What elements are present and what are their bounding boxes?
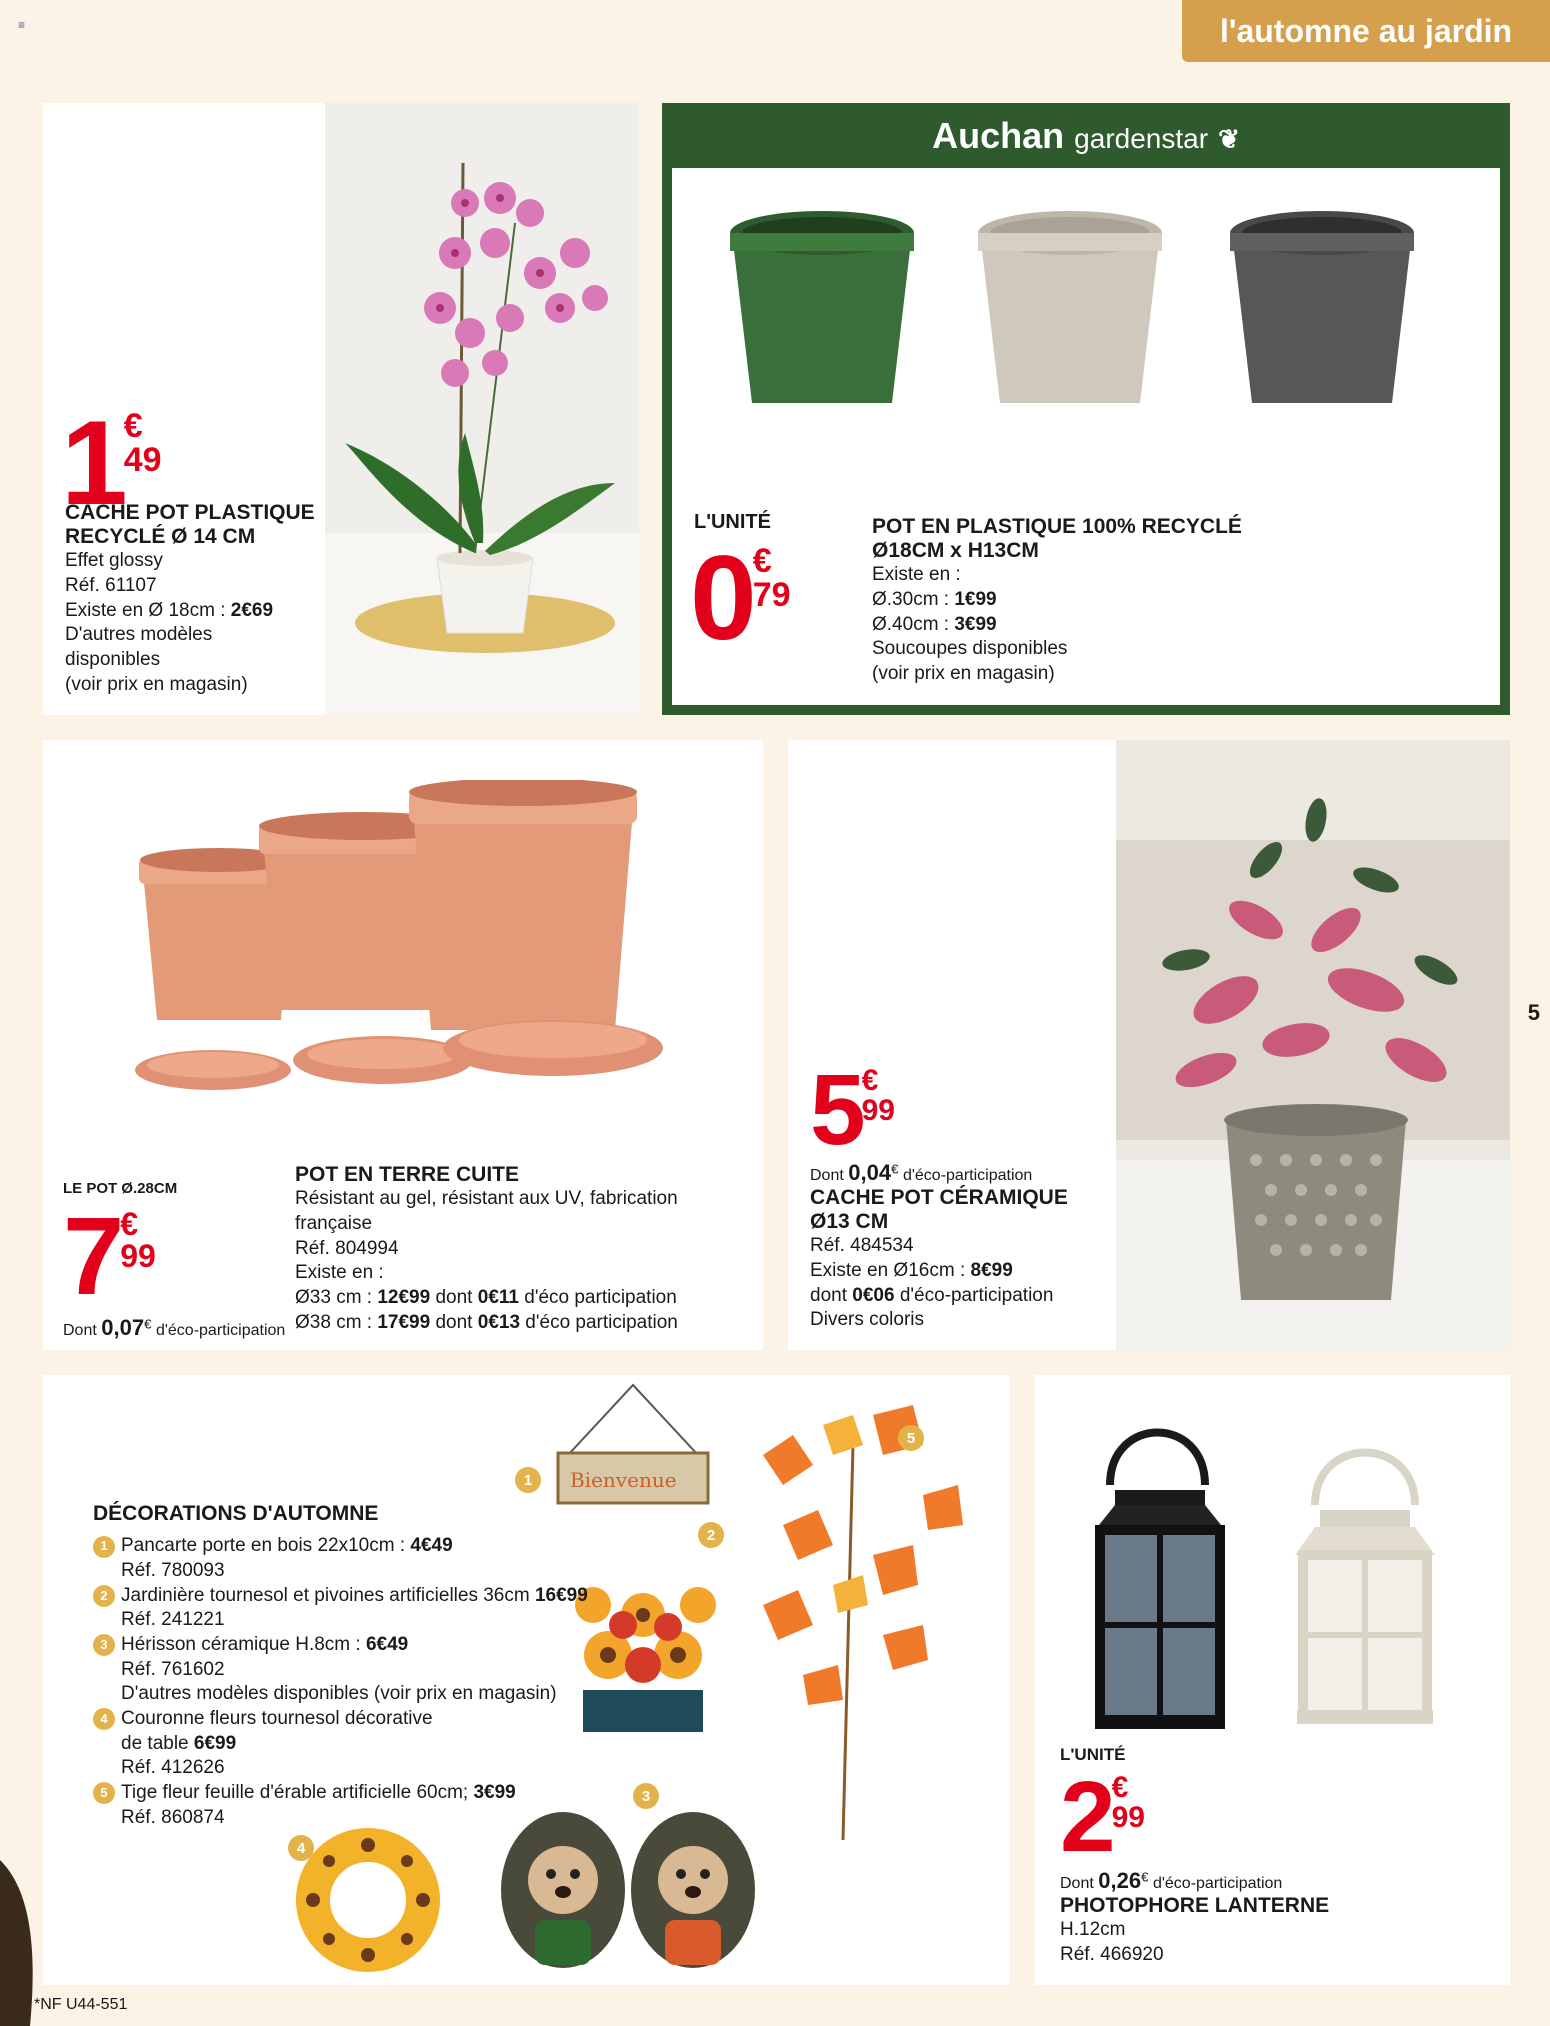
variant-price: 2€69 xyxy=(230,599,274,621)
welcome-sign-text: Bienvenue xyxy=(570,1468,677,1492)
variant-eco: 0€11 xyxy=(477,1286,519,1308)
eco-currency: € xyxy=(144,1316,152,1332)
price-integer: 7 xyxy=(63,1195,121,1318)
product-detail: Effet glossy xyxy=(65,550,163,572)
eco-value: 0,26 xyxy=(1098,1868,1142,1893)
brand-logo xyxy=(662,115,1510,157)
price-recycled-pot xyxy=(690,531,791,665)
product-ref: Réf. 484534 xyxy=(810,1235,914,1257)
item-badge-3: 3 xyxy=(633,1783,659,1809)
list-number: 1 xyxy=(93,1536,115,1558)
eco-participation xyxy=(810,1160,1110,1186)
unit-label: LE POT Ø.28CM xyxy=(63,1180,178,1197)
variant-label: Ø.40cm : xyxy=(872,613,955,635)
product-detail: Soucoupes disponibles xyxy=(872,638,1068,660)
item-price: 6€99 xyxy=(193,1732,237,1754)
eco-participation xyxy=(63,1315,285,1341)
item-text-line2 xyxy=(93,1732,653,1757)
variant-mid: dont xyxy=(430,1311,478,1333)
price-cents: 79 xyxy=(752,576,791,614)
ceramic-panel xyxy=(788,740,1510,1350)
list-number: 4 xyxy=(93,1708,115,1730)
price-lantern xyxy=(1060,1761,1145,1873)
product-detail: (voir prix en magasin) xyxy=(65,673,248,695)
section-banner: l'automne au jardin xyxy=(1182,0,1550,62)
variant-suffix: d'éco participation xyxy=(518,1286,677,1308)
unit-label: L'UNITÉ xyxy=(1060,1745,1126,1764)
brand-name: Auchan xyxy=(932,115,1065,156)
product-variant xyxy=(810,1284,1110,1309)
maple-stem-photo xyxy=(723,1385,973,1845)
welcome-sign-photo xyxy=(548,1375,728,1515)
menu-icon[interactable]: ≡ xyxy=(18,18,26,32)
item-badge-1: 1 xyxy=(515,1467,541,1493)
eco-currency: € xyxy=(891,1161,899,1177)
price-integer: 2 xyxy=(1060,1761,1112,1873)
product-detail: française xyxy=(295,1212,373,1234)
item-price: 6€49 xyxy=(365,1633,409,1655)
item-ref: Réf. 412626 xyxy=(121,1757,225,1779)
variant-suffix: d'éco participation xyxy=(520,1311,678,1333)
item-price: 4€49 xyxy=(410,1535,453,1557)
product-ref: Réf. 466920 xyxy=(1060,1943,1164,1965)
product-title: POT EN PLASTIQUE 100% RECYCLÉ xyxy=(872,515,1242,538)
product-title: CACHE POT CÉRAMIQUE xyxy=(810,1186,1068,1209)
leaf-icon: ❦ xyxy=(1218,124,1240,154)
price-cents: 49 xyxy=(123,441,162,479)
item-price: 16€99 xyxy=(534,1584,588,1606)
brand-panel xyxy=(662,103,1510,715)
item-extra: D'autres modèles disponibles (voir prix en magasin) xyxy=(121,1683,557,1705)
eco-prefix: Dont xyxy=(810,1167,849,1184)
list-number: 5 xyxy=(93,1782,115,1804)
terracotta-pots-photo xyxy=(133,780,693,1100)
item-text: Jardinière tournesol et pivoines artificielles 36cm xyxy=(121,1584,535,1606)
footnote: *NF U44-551 xyxy=(34,1996,128,2013)
eco-participation xyxy=(1060,1868,1490,1894)
product-detail: disponibles xyxy=(65,649,161,671)
product-ref: Réf. 61107 xyxy=(65,574,157,596)
product-detail: H.12cm xyxy=(1060,1919,1126,1941)
currency-symbol: € xyxy=(1111,1771,1129,1804)
item-text: Pancarte porte en bois 22x10cm : xyxy=(121,1535,411,1557)
variant-price: 17€99 xyxy=(377,1311,431,1333)
page-number: 5 xyxy=(1527,1000,1540,1025)
variant-label: Ø33 cm : xyxy=(295,1286,378,1308)
product-title: CACHE POT PLASTIQUE xyxy=(65,501,315,524)
product-variant xyxy=(810,1259,1110,1284)
variant-mid: dont xyxy=(430,1286,478,1308)
currency-symbol: € xyxy=(752,542,772,580)
variant-price: 8€99 xyxy=(970,1259,1013,1281)
item-ref: Réf. 761602 xyxy=(121,1658,225,1680)
list-item xyxy=(93,1584,653,1609)
currency-symbol: € xyxy=(123,407,143,445)
eco-currency: € xyxy=(1141,1869,1149,1885)
product-detail: Existe en : xyxy=(295,1262,384,1284)
eco-suffix: d'éco-participation xyxy=(1148,1875,1283,1892)
product-detail: D'autres modèles xyxy=(65,624,213,646)
list-number: 3 xyxy=(93,1634,115,1656)
list-item xyxy=(93,1707,653,1732)
product-title: PHOTOPHORE LANTERNE xyxy=(1060,1894,1330,1917)
item-price: 3€99 xyxy=(473,1782,516,1804)
decorations-panel xyxy=(43,1375,1010,1985)
variant-price: 3€99 xyxy=(954,613,997,635)
variant-suffix: d'éco-participation xyxy=(894,1284,1054,1306)
product-variant xyxy=(872,588,1472,613)
item-text: Couronne fleurs tournesol décorative xyxy=(121,1707,433,1729)
item-text: Hérisson céramique H.8cm : xyxy=(121,1633,366,1655)
lantern-panel xyxy=(1035,1375,1510,1985)
item-text: Tige fleur feuille d'érable artificielle 60cm; xyxy=(121,1782,474,1804)
product-variant xyxy=(295,1311,755,1336)
lanterns-photo xyxy=(1055,1395,1495,1735)
variant-label: Ø38 cm : xyxy=(295,1311,378,1333)
item-ref: Réf. 780093 xyxy=(121,1559,225,1581)
unit-label: L'UNITÉ xyxy=(694,511,771,533)
variant-label: dont xyxy=(810,1284,853,1306)
product-detail: Divers coloris xyxy=(810,1309,925,1331)
product-title-line2: Ø18CM x H13CM xyxy=(872,539,1039,563)
price-cents: 99 xyxy=(1111,1801,1145,1834)
variant-label: Ø.30cm : xyxy=(872,588,955,610)
item-badge-4: 4 xyxy=(288,1835,314,1861)
price-cents: 99 xyxy=(861,1094,895,1127)
terracotta-panel xyxy=(43,740,763,1350)
price-integer: 0 xyxy=(690,531,753,665)
variant-label: Existe en Ø16cm : xyxy=(810,1259,971,1281)
variant-price: 1€99 xyxy=(954,588,997,610)
decorations-title: DÉCORATIONS D'AUTOMNE xyxy=(93,1502,379,1525)
product-title-line2: RECYCLÉ Ø 14 CM xyxy=(65,525,256,549)
eco-suffix: d'éco-participation xyxy=(898,1167,1033,1184)
product-title-line2: Ø13 CM xyxy=(810,1210,889,1234)
product-title: POT EN TERRE CUITE xyxy=(295,1163,520,1186)
product-variant xyxy=(65,599,335,624)
eco-value: 0,07 xyxy=(101,1315,145,1340)
item-ref: Réf. 241221 xyxy=(121,1609,225,1631)
product-detail: Existe en : xyxy=(872,564,961,586)
product-variant xyxy=(872,613,1472,638)
orchid-photo xyxy=(325,103,639,715)
variant-label: Existe en Ø 18cm : xyxy=(65,599,231,621)
product-variant xyxy=(295,1286,755,1311)
eco-suffix: d'éco-participation xyxy=(151,1322,286,1339)
item-ref: Réf. 860874 xyxy=(121,1806,225,1828)
currency-symbol: € xyxy=(120,1206,138,1242)
currency-symbol: € xyxy=(861,1064,879,1097)
item-badge-5: 5 xyxy=(898,1425,924,1451)
eco-prefix: Dont xyxy=(1060,1875,1099,1892)
price-integer: 1 xyxy=(61,396,124,530)
price-terracotta xyxy=(63,1195,156,1318)
sunflower-wreath-photo xyxy=(293,1825,443,1975)
product-detail: Résistant au gel, résistant aux UV, fabrication xyxy=(295,1188,678,1210)
orchid-pot-panel xyxy=(43,103,639,715)
product-detail: (voir prix en magasin) xyxy=(872,663,1055,685)
product-ref: Réf. 804994 xyxy=(295,1237,399,1259)
list-item xyxy=(93,1781,653,1806)
brand-subname: gardenstar xyxy=(1074,123,1209,154)
item-badge-2: 2 xyxy=(698,1522,724,1548)
price-integer: 5 xyxy=(810,1054,862,1166)
eco-prefix: Dont xyxy=(63,1322,102,1339)
variant-eco: 0€06 xyxy=(852,1284,895,1306)
list-number: 2 xyxy=(93,1585,115,1607)
eco-value: 0,04 xyxy=(848,1160,892,1185)
price-ceramic xyxy=(810,1054,895,1166)
list-item xyxy=(93,1633,653,1658)
list-item xyxy=(93,1534,653,1559)
variant-eco: 0€13 xyxy=(477,1311,521,1333)
variant-price: 12€99 xyxy=(377,1286,431,1308)
ceramic-plant-photo xyxy=(1116,740,1510,1350)
brand-panel-content xyxy=(672,168,1500,705)
item-text: de table xyxy=(121,1732,194,1754)
price-cents: 99 xyxy=(120,1238,156,1274)
plastic-pots-photo xyxy=(712,188,1492,418)
